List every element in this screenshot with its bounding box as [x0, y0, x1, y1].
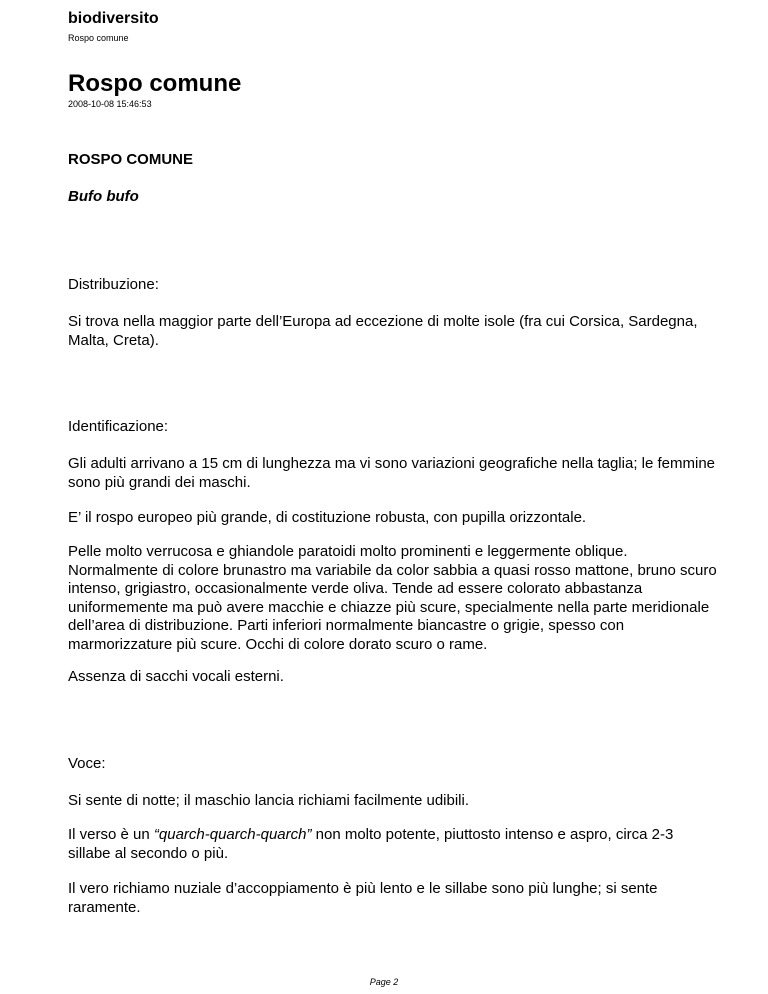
- article-heading: ROSPO COMUNE: [68, 151, 194, 168]
- voice-paragraph-3: Il vero richiamo nuziale d’accoppiamento è più lento e le sillabe sono più lunghe; si sente raramente.: [68, 880, 658, 916]
- distribution-text: Si trova nella maggior parte dell’Europa ad eccezione di molte isole (fra cui Corsica, Sardegna, Malta, Creta).: [68, 313, 698, 349]
- species-name: Bufo bufo: [68, 188, 139, 205]
- page-number: Page 2: [369, 977, 399, 987]
- identification-paragraph-3: Pelle molto verrucosa e ghiandole paratoidi molto prominenti e leggermente oblique. Normalmente di colore brunastro ma variabile da color sabbia a quasi rosso mattone, bruno scuro intenso, grigiastro, occasionalmente verde oliva. Tende ad essere colorato abbastanza uniformemente ma può avere macchie e chiazze più scure, specialmente nella parte meridionale dell’area di distribuzione. Parti inferiori normalmente biancastre o grigie, spesso con marmorizzature più scure. Occhi di colore dorato scuro o rame.: [68, 543, 717, 653]
- voice-paragraph-1: Si sente di notte; il maschio lancia richiami facilmente udibili.: [68, 792, 470, 809]
- voice-text-after: non molto potente, piuttosto intenso e aspro, circa 2-3 sillabe al secondo o più.: [68, 826, 674, 862]
- identification-paragraph-2: E’ il rospo europeo più grande, di costituzione robusta, con pupilla orizzontale.: [68, 509, 587, 526]
- distribution-label: Distribuzione:: [68, 276, 159, 293]
- post-date: 2008-10-08 15:46:53: [68, 99, 152, 109]
- identification-paragraph-1: Gli adulti arrivano a 15 cm di lunghezza ma vi sono variazioni geografiche nella taglia; le femmine sono più grandi dei maschi.: [68, 455, 716, 491]
- voice-text-before: Il verso è un: [68, 826, 154, 843]
- call-quote: “quarch-quarch-quarch”: [153, 826, 312, 843]
- voice-label: Voce:: [68, 755, 106, 772]
- post-title: Rospo comune: [68, 70, 242, 97]
- identification-paragraph-4: Assenza di sacchi vocali esterni.: [68, 668, 284, 685]
- identification-label: Identificazione:: [68, 418, 169, 435]
- site-title: biodiversito: [68, 10, 159, 27]
- voice-paragraph-2: [68, 826, 718, 863]
- site-subtitle: Rospo comune: [68, 33, 129, 43]
